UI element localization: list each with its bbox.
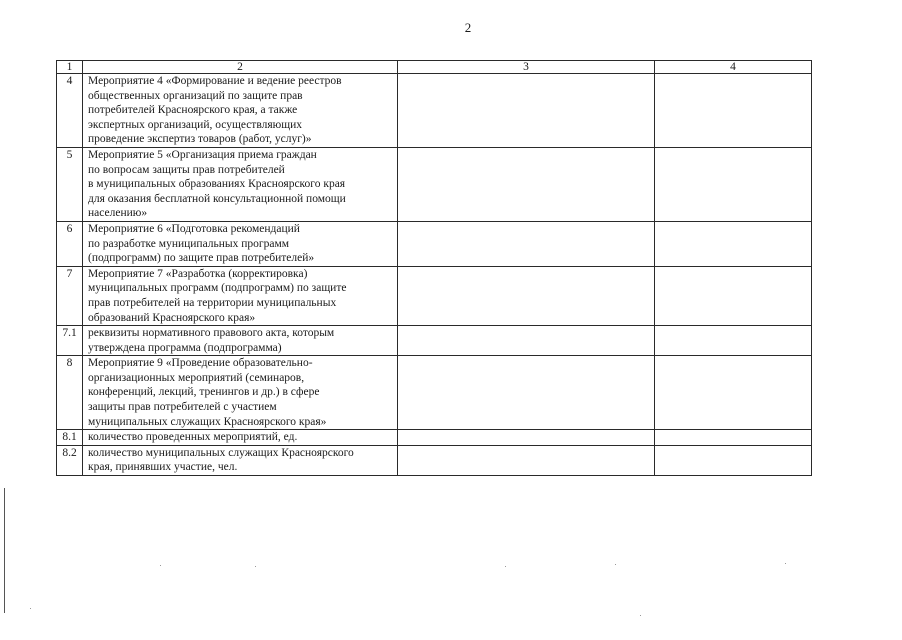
- row-col-4: [655, 221, 812, 266]
- header-col-1: 1: [57, 61, 83, 74]
- table-row: [57, 356, 812, 430]
- row-number: 4: [57, 74, 83, 148]
- row-description: Мероприятие 4 «Формирование и ведение реестров общественных организаций по защите прав потребителей Красноярского края, а также экспертных организаций, осуществляющих проведение экспертиз товаров (работ, услуг)»: [83, 74, 398, 148]
- scan-speck: [615, 564, 616, 565]
- row-col-4: [655, 430, 812, 446]
- header-col-3: 3: [398, 61, 655, 74]
- row-col-3: [398, 221, 655, 266]
- measures-table: [56, 60, 812, 476]
- header-col-4: 4: [655, 61, 812, 74]
- row-description: Мероприятие 7 «Разработка (корректировка) муниципальных программ (подпрограмм) по защите прав потребителей на территории муниципальных образований Красноярского края»: [83, 266, 398, 325]
- row-description: количество муниципальных служащих Красноярского края, принявших участие, чел.: [83, 445, 398, 475]
- table-row: [57, 147, 812, 221]
- row-col-3: [398, 445, 655, 475]
- row-col-3: [398, 356, 655, 430]
- row-col-3: [398, 74, 655, 148]
- scan-speck: [255, 566, 256, 567]
- table-body: [57, 74, 812, 476]
- row-number: 7: [57, 266, 83, 325]
- row-number: 7.1: [57, 326, 83, 356]
- page-number: 2: [464, 20, 472, 35]
- row-col-4: [655, 356, 812, 430]
- row-number: 8: [57, 356, 83, 430]
- table-row: [57, 326, 812, 356]
- scan-speck: [30, 608, 31, 609]
- row-number: 5: [57, 147, 83, 221]
- row-col-4: [655, 326, 812, 356]
- row-description: Мероприятие 5 «Организация приема граждан по вопросам защиты прав потребителей в муниципальных образованиях Красноярского края для оказания бесплатной консультационной помощи населению»: [83, 147, 398, 221]
- row-description: количество проведенных мероприятий, ед.: [83, 430, 398, 446]
- scan-speck: [785, 563, 786, 564]
- row-description: Мероприятие 6 «Подготовка рекомендаций по разработке муниципальных программ (подпрограмм) по защите прав потребителей»: [83, 221, 398, 266]
- table-row: [57, 445, 812, 475]
- table-row: [57, 221, 812, 266]
- row-col-3: [398, 430, 655, 446]
- row-col-4: [655, 445, 812, 475]
- row-col-4: [655, 147, 812, 221]
- scan-speck: [640, 615, 641, 616]
- scan-speck: [505, 566, 506, 567]
- scan-speck: [160, 565, 161, 566]
- table-row: [57, 430, 812, 446]
- row-col-4: [655, 74, 812, 148]
- row-number: 8.1: [57, 430, 83, 446]
- row-number: 6: [57, 221, 83, 266]
- table-header-row: [57, 61, 812, 74]
- row-col-3: [398, 266, 655, 325]
- header-col-2: 2: [83, 61, 398, 74]
- row-description: реквизиты нормативного правового акта, которым утверждена программа (подпрограмма): [83, 326, 398, 356]
- row-col-4: [655, 266, 812, 325]
- row-col-3: [398, 147, 655, 221]
- row-col-3: [398, 326, 655, 356]
- row-number: 8.2: [57, 445, 83, 475]
- row-description: Мероприятие 9 «Проведение образовательно- организационных мероприятий (семинаров, конференций, лекций, тренингов и др.) в сфере защиты прав потребителей с участием муниципальных служащих Красноярского края»: [83, 356, 398, 430]
- table-row: [57, 74, 812, 148]
- scan-artifact-line: [4, 488, 5, 613]
- table-row: [57, 266, 812, 325]
